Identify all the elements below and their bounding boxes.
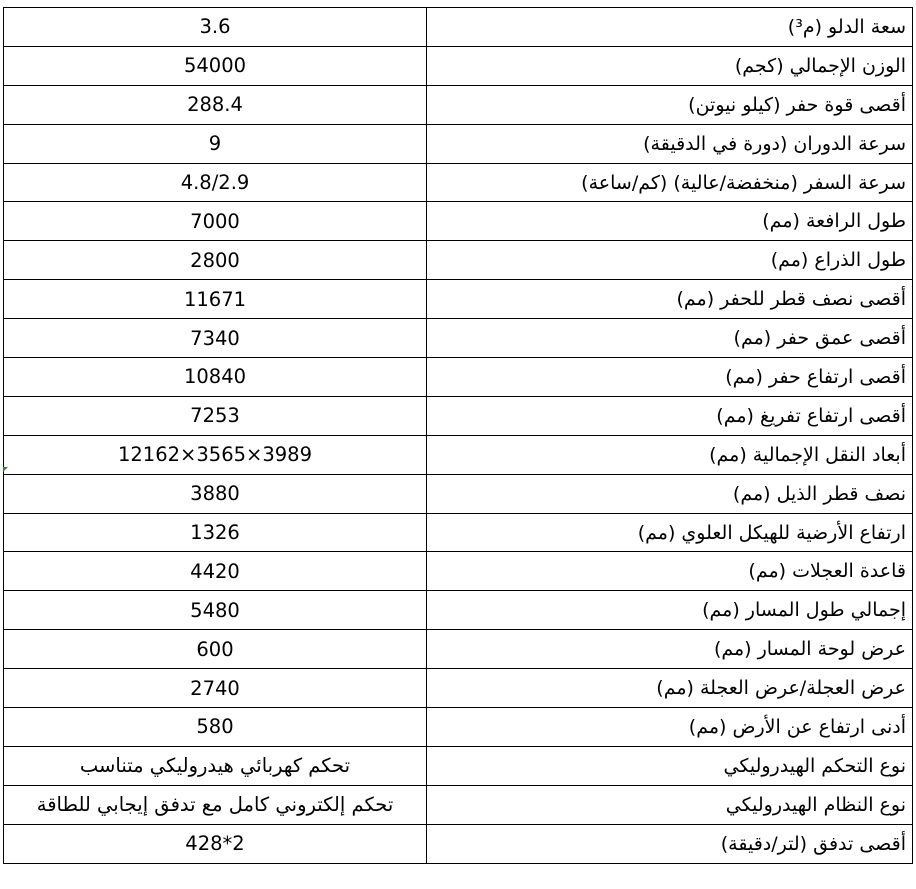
- spec-value-cell[interactable]: 580: [4, 708, 427, 747]
- table-row: [4, 241, 913, 280]
- table-row: [4, 358, 913, 397]
- spec-value-cell[interactable]: 1326: [4, 513, 427, 552]
- spec-value-cell[interactable]: 2800: [4, 241, 427, 280]
- table-row: [4, 46, 913, 85]
- table-row: [4, 474, 913, 513]
- spec-value-cell[interactable]: 7253: [4, 396, 427, 435]
- table-row: [4, 124, 913, 163]
- spec-value-cell[interactable]: 3880: [4, 474, 427, 513]
- spec-value-cell[interactable]: تحكم إلكتروني كامل مع تدفق إيجابي للطاقة: [4, 785, 427, 824]
- spec-value-cell[interactable]: 600: [4, 630, 427, 669]
- spec-label-cell[interactable]: سعة الدلو (م³): [427, 8, 913, 47]
- spec-value-cell[interactable]: 5480: [4, 591, 427, 630]
- spec-label-cell[interactable]: أقصى ارتفاع حفر (مم): [427, 358, 913, 397]
- table-row: [4, 280, 913, 319]
- spec-value-cell[interactable]: 7340: [4, 319, 427, 358]
- spec-label-cell[interactable]: طول الرافعة (مم): [427, 202, 913, 241]
- table-row: [4, 591, 913, 630]
- spec-label-cell[interactable]: طول الذراع (مم): [427, 241, 913, 280]
- spec-label-cell[interactable]: إجمالي طول المسار (مم): [427, 591, 913, 630]
- spec-table: [3, 7, 913, 864]
- spec-value-cell[interactable]: 10840: [4, 358, 427, 397]
- table-row: [4, 396, 913, 435]
- spec-label-cell[interactable]: نصف قطر الذيل (مم): [427, 474, 913, 513]
- spec-label-cell[interactable]: سرعة الدوران (دورة في الدقيقة): [427, 124, 913, 163]
- table-row: [4, 8, 913, 47]
- spec-label-cell[interactable]: ارتفاع الأرضية للهيكل العلوي (مم): [427, 513, 913, 552]
- spec-label-cell[interactable]: أقصى نصف قطر للحفر (مم): [427, 280, 913, 319]
- cell-selection-marker: [3, 467, 8, 472]
- spec-value-cell[interactable]: 288.4: [4, 85, 427, 124]
- spec-label-cell[interactable]: عرض العجلة/عرض العجلة (مم): [427, 669, 913, 708]
- table-row: [4, 708, 913, 747]
- spec-value-cell[interactable]: تحكم كهربائي هيدروليكي متناسب: [4, 746, 427, 785]
- spec-value-cell[interactable]: 7000: [4, 202, 427, 241]
- spec-value-cell[interactable]: 3.6: [4, 8, 427, 47]
- spec-label-cell[interactable]: سرعة السفر (منخفضة/عالية) (كم/ساعة): [427, 163, 913, 202]
- spec-label-cell[interactable]: نوع النظام الهيدروليكي: [427, 785, 913, 824]
- spec-value-cell[interactable]: 54000: [4, 46, 427, 85]
- spec-label-cell[interactable]: أدنى ارتفاع عن الأرض (مم): [427, 708, 913, 747]
- spec-value-cell[interactable]: 2*428: [4, 824, 427, 863]
- spec-table-body: [4, 8, 913, 864]
- spec-label-cell[interactable]: أقصى قوة حفر (كيلو نيوتن): [427, 85, 913, 124]
- spec-value-cell[interactable]: 9: [4, 124, 427, 163]
- spec-label-cell[interactable]: الوزن الإجمالي (كجم): [427, 46, 913, 85]
- spec-label-cell[interactable]: أقصى تدفق (لتر/دقيقة): [427, 824, 913, 863]
- spec-value-cell[interactable]: 2740: [4, 669, 427, 708]
- table-row: [4, 746, 913, 785]
- table-row: [4, 513, 913, 552]
- table-row: [4, 669, 913, 708]
- table-row: [4, 552, 913, 591]
- table-row: [4, 435, 913, 474]
- table-row: [4, 319, 913, 358]
- table-row: [4, 824, 913, 863]
- spec-label-cell[interactable]: عرض لوحة المسار (مم): [427, 630, 913, 669]
- table-row: [4, 202, 913, 241]
- table-row: [4, 85, 913, 124]
- spec-value-cell[interactable]: 11671: [4, 280, 427, 319]
- table-row: [4, 163, 913, 202]
- spec-value-cell[interactable]: 4420: [4, 552, 427, 591]
- spec-label-cell[interactable]: أقصى عمق حفر (مم): [427, 319, 913, 358]
- spec-label-cell[interactable]: أقصى ارتفاع تفريغ (مم): [427, 396, 913, 435]
- spec-value-cell[interactable]: 3989×3565×12162: [4, 435, 427, 474]
- table-row: [4, 785, 913, 824]
- spec-label-cell[interactable]: أبعاد النقل الإجمالية (مم): [427, 435, 913, 474]
- spec-label-cell[interactable]: نوع التحكم الهيدروليكي: [427, 746, 913, 785]
- spec-label-cell[interactable]: قاعدة العجلات (مم): [427, 552, 913, 591]
- table-row: [4, 630, 913, 669]
- spec-value-cell[interactable]: 4.8/2.9: [4, 163, 427, 202]
